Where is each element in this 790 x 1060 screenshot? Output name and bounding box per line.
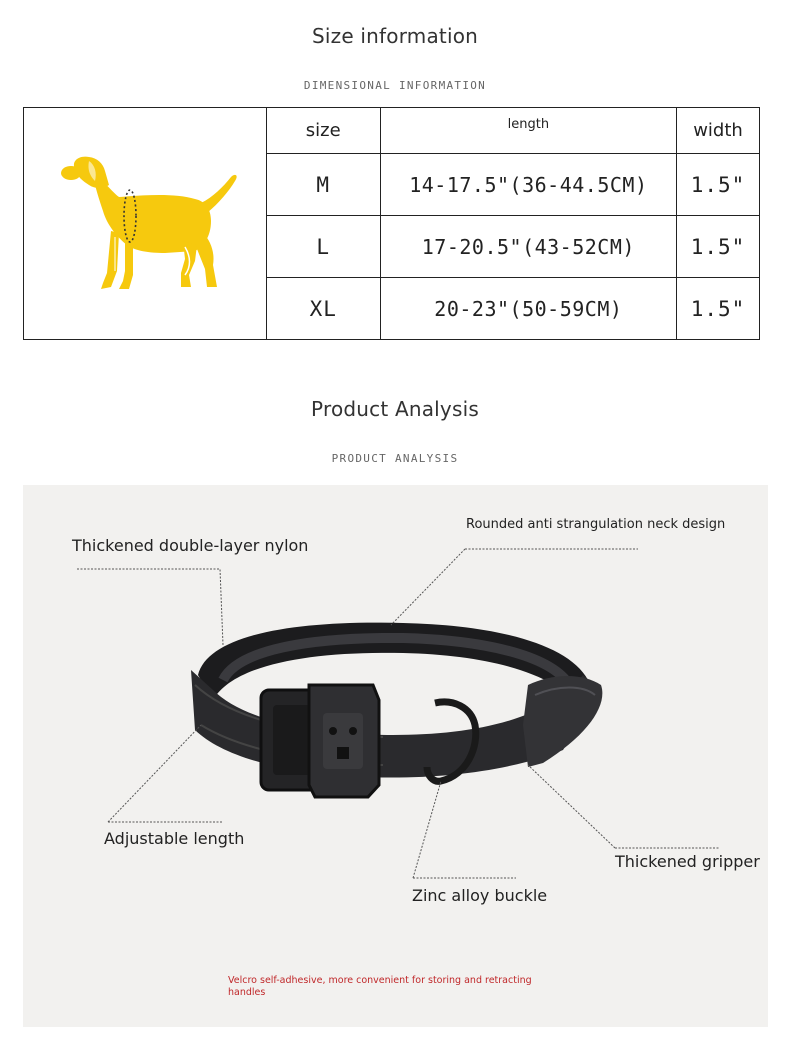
width-cell: 1.5" (677, 278, 760, 340)
callout-leader-lines (23, 485, 768, 1027)
callout-neck-design: Rounded anti strangulation neck design (466, 517, 726, 532)
length-cell: 17-20.5"(43-52CM) (380, 216, 676, 278)
size-cell: XL (266, 278, 380, 340)
width-cell: 1.5" (677, 154, 760, 216)
size-table (23, 107, 760, 340)
dog-silhouette-icon (45, 141, 245, 301)
product-analysis-title: Product Analysis (311, 397, 479, 421)
product-analysis-panel (23, 485, 768, 1027)
size-table-header-row (24, 108, 760, 154)
width-cell: 1.5" (677, 216, 760, 278)
size-cell: M (266, 154, 380, 216)
length-cell: 14-17.5"(36-44.5CM) (380, 154, 676, 216)
size-info-subtitle: DIMENSIONAL INFORMATION (303, 79, 487, 92)
callout-nylon: Thickened double-layer nylon (72, 536, 309, 555)
column-header-length: length (380, 108, 676, 154)
callout-gripper: Thickened gripper (615, 852, 760, 871)
callout-adjustable-length: Adjustable length (104, 829, 245, 848)
velcro-note: Velcro self-adhesive, more convenient for storing and retracting handles (228, 975, 532, 998)
length-cell: 20-23"(50-59CM) (380, 278, 676, 340)
column-header-size: size (266, 108, 380, 154)
dog-illustration-cell (24, 108, 267, 340)
size-cell: L (266, 216, 380, 278)
callout-buckle: Zinc alloy buckle (412, 886, 548, 905)
column-header-width: width (677, 108, 760, 154)
size-info-title: Size information (311, 24, 479, 48)
product-analysis-subtitle: PRODUCT ANALYSIS (331, 452, 459, 465)
